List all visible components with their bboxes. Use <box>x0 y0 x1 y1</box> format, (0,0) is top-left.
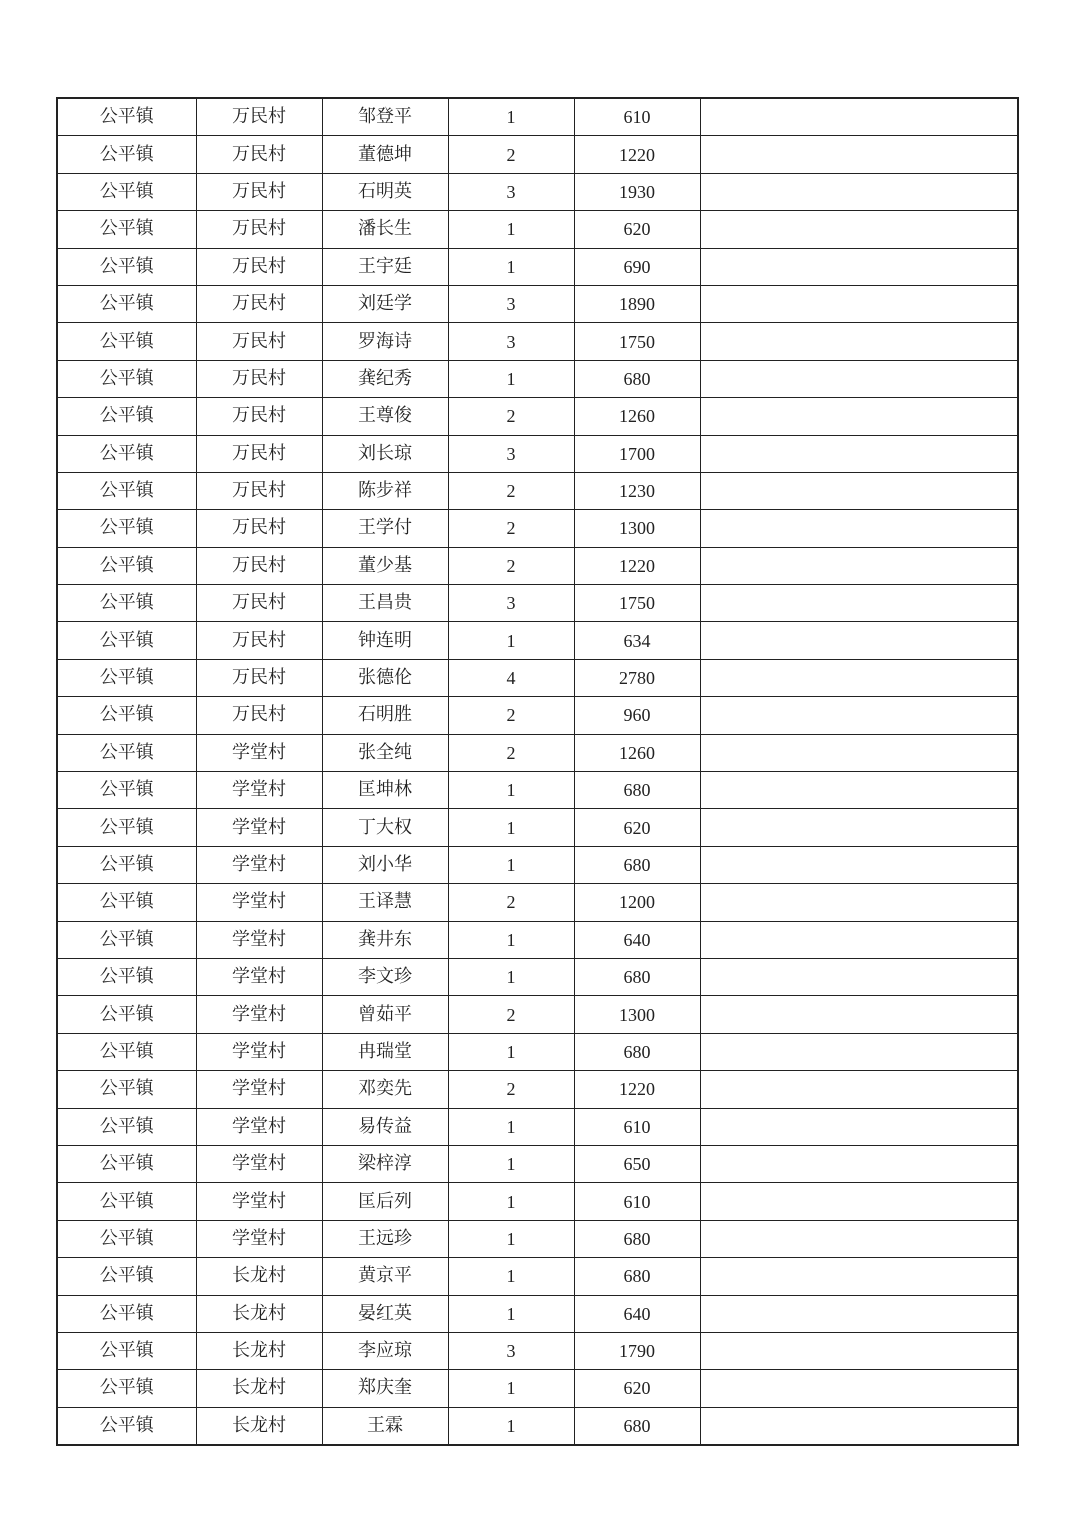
amount-cell: 1300 <box>574 996 700 1033</box>
remarks-cell <box>700 248 1018 285</box>
table-row <box>57 921 1018 958</box>
remarks-cell <box>700 846 1018 883</box>
remarks-cell <box>700 809 1018 846</box>
name-cell: 匡后列 <box>322 1183 448 1220</box>
town-cell: 公平镇 <box>57 472 196 509</box>
name-cell: 王译慧 <box>322 884 448 921</box>
amount-cell: 680 <box>574 1407 700 1445</box>
count-cell: 3 <box>448 285 574 322</box>
remarks-cell <box>700 98 1018 136</box>
count-cell: 1 <box>448 846 574 883</box>
village-cell: 长龙村 <box>196 1332 322 1369</box>
amount-cell: 680 <box>574 958 700 995</box>
count-cell: 1 <box>448 1183 574 1220</box>
remarks-cell <box>700 1407 1018 1445</box>
table-row <box>57 173 1018 210</box>
village-cell: 万民村 <box>196 98 322 136</box>
name-cell: 王远珍 <box>322 1220 448 1257</box>
amount-cell: 640 <box>574 1295 700 1332</box>
table-row <box>57 585 1018 622</box>
amount-cell: 1750 <box>574 323 700 360</box>
town-cell: 公平镇 <box>57 360 196 397</box>
count-cell: 4 <box>448 659 574 696</box>
town-cell: 公平镇 <box>57 248 196 285</box>
town-cell: 公平镇 <box>57 1145 196 1182</box>
count-cell: 2 <box>448 734 574 771</box>
count-cell: 2 <box>448 996 574 1033</box>
table-row <box>57 1332 1018 1369</box>
remarks-cell <box>700 547 1018 584</box>
village-cell: 长龙村 <box>196 1295 322 1332</box>
table-row <box>57 98 1018 136</box>
remarks-cell <box>700 1071 1018 1108</box>
name-cell: 钟连明 <box>322 622 448 659</box>
table-row <box>57 472 1018 509</box>
town-cell: 公平镇 <box>57 734 196 771</box>
amount-cell: 1260 <box>574 734 700 771</box>
name-cell: 刘长琼 <box>322 435 448 472</box>
count-cell: 3 <box>448 173 574 210</box>
amount-cell: 1300 <box>574 510 700 547</box>
name-cell: 邓奕先 <box>322 1071 448 1108</box>
name-cell: 王霖 <box>322 1407 448 1445</box>
table-row <box>57 846 1018 883</box>
town-cell: 公平镇 <box>57 173 196 210</box>
town-cell: 公平镇 <box>57 285 196 322</box>
village-cell: 万民村 <box>196 472 322 509</box>
count-cell: 1 <box>448 1033 574 1070</box>
town-cell: 公平镇 <box>57 510 196 547</box>
table-body <box>57 98 1018 1445</box>
village-cell: 万民村 <box>196 585 322 622</box>
town-cell: 公平镇 <box>57 1258 196 1295</box>
amount-cell: 620 <box>574 211 700 248</box>
village-cell: 学堂村 <box>196 846 322 883</box>
table-row <box>57 1108 1018 1145</box>
remarks-cell <box>700 1295 1018 1332</box>
village-cell: 万民村 <box>196 211 322 248</box>
count-cell: 2 <box>448 510 574 547</box>
count-cell: 1 <box>448 921 574 958</box>
village-cell: 万民村 <box>196 697 322 734</box>
town-cell: 公平镇 <box>57 846 196 883</box>
village-cell: 学堂村 <box>196 1108 322 1145</box>
amount-cell: 1930 <box>574 173 700 210</box>
count-cell: 1 <box>448 1258 574 1295</box>
remarks-cell <box>700 472 1018 509</box>
town-cell: 公平镇 <box>57 1295 196 1332</box>
table-row <box>57 884 1018 921</box>
count-cell: 3 <box>448 585 574 622</box>
count-cell: 1 <box>448 1407 574 1445</box>
town-cell: 公平镇 <box>57 323 196 360</box>
village-cell: 万民村 <box>196 360 322 397</box>
name-cell: 张全纯 <box>322 734 448 771</box>
remarks-cell <box>700 1108 1018 1145</box>
village-cell: 学堂村 <box>196 958 322 995</box>
table-row <box>57 659 1018 696</box>
village-cell: 学堂村 <box>196 1183 322 1220</box>
amount-cell: 1750 <box>574 585 700 622</box>
village-cell: 长龙村 <box>196 1370 322 1407</box>
name-cell: 邹登平 <box>322 98 448 136</box>
town-cell: 公平镇 <box>57 1071 196 1108</box>
count-cell: 3 <box>448 435 574 472</box>
remarks-cell <box>700 1145 1018 1182</box>
remarks-cell <box>700 1220 1018 1257</box>
table-row <box>57 1220 1018 1257</box>
remarks-cell <box>700 211 1018 248</box>
count-cell: 1 <box>448 1145 574 1182</box>
count-cell: 2 <box>448 884 574 921</box>
table-row <box>57 136 1018 173</box>
village-cell: 长龙村 <box>196 1407 322 1445</box>
table-row <box>57 1033 1018 1070</box>
name-cell: 龚井东 <box>322 921 448 958</box>
table-row <box>57 734 1018 771</box>
remarks-cell <box>700 173 1018 210</box>
town-cell: 公平镇 <box>57 809 196 846</box>
remarks-cell <box>700 323 1018 360</box>
town-cell: 公平镇 <box>57 996 196 1033</box>
village-cell: 万民村 <box>196 398 322 435</box>
name-cell: 龚纪秀 <box>322 360 448 397</box>
table-row <box>57 285 1018 322</box>
town-cell: 公平镇 <box>57 1108 196 1145</box>
remarks-cell <box>700 734 1018 771</box>
remarks-cell <box>700 285 1018 322</box>
village-cell: 学堂村 <box>196 772 322 809</box>
village-cell: 学堂村 <box>196 1145 322 1182</box>
village-cell: 万民村 <box>196 622 322 659</box>
remarks-cell <box>700 1258 1018 1295</box>
count-cell: 2 <box>448 1071 574 1108</box>
table-row <box>57 398 1018 435</box>
name-cell: 王学付 <box>322 510 448 547</box>
amount-cell: 690 <box>574 248 700 285</box>
count-cell: 2 <box>448 398 574 435</box>
amount-cell: 1700 <box>574 435 700 472</box>
amount-cell: 680 <box>574 846 700 883</box>
count-cell: 1 <box>448 1370 574 1407</box>
count-cell: 1 <box>448 211 574 248</box>
amount-cell: 1260 <box>574 398 700 435</box>
village-cell: 万民村 <box>196 547 322 584</box>
town-cell: 公平镇 <box>57 1370 196 1407</box>
name-cell: 陈步祥 <box>322 472 448 509</box>
table-row <box>57 1258 1018 1295</box>
name-cell: 王尊俊 <box>322 398 448 435</box>
data-table <box>56 97 1019 1446</box>
count-cell: 1 <box>448 622 574 659</box>
town-cell: 公平镇 <box>57 136 196 173</box>
amount-cell: 1220 <box>574 136 700 173</box>
name-cell: 丁大权 <box>322 809 448 846</box>
table-row <box>57 510 1018 547</box>
town-cell: 公平镇 <box>57 921 196 958</box>
town-cell: 公平镇 <box>57 1332 196 1369</box>
count-cell: 2 <box>448 547 574 584</box>
table-row <box>57 622 1018 659</box>
amount-cell: 620 <box>574 1370 700 1407</box>
name-cell: 晏红英 <box>322 1295 448 1332</box>
count-cell: 1 <box>448 360 574 397</box>
name-cell: 匡坤林 <box>322 772 448 809</box>
amount-cell: 2780 <box>574 659 700 696</box>
village-cell: 万民村 <box>196 435 322 472</box>
village-cell: 万民村 <box>196 510 322 547</box>
table-row <box>57 697 1018 734</box>
name-cell: 刘廷学 <box>322 285 448 322</box>
village-cell: 万民村 <box>196 323 322 360</box>
name-cell: 冉瑞堂 <box>322 1033 448 1070</box>
table-row <box>57 211 1018 248</box>
name-cell: 王昌贵 <box>322 585 448 622</box>
table-row <box>57 1370 1018 1407</box>
village-cell: 学堂村 <box>196 734 322 771</box>
town-cell: 公平镇 <box>57 435 196 472</box>
village-cell: 学堂村 <box>196 809 322 846</box>
remarks-cell <box>700 585 1018 622</box>
amount-cell: 960 <box>574 697 700 734</box>
town-cell: 公平镇 <box>57 659 196 696</box>
table-row <box>57 248 1018 285</box>
town-cell: 公平镇 <box>57 547 196 584</box>
count-cell: 1 <box>448 1295 574 1332</box>
count-cell: 2 <box>448 136 574 173</box>
name-cell: 梁梓淳 <box>322 1145 448 1182</box>
table-row <box>57 1071 1018 1108</box>
town-cell: 公平镇 <box>57 772 196 809</box>
table-row <box>57 996 1018 1033</box>
village-cell: 万民村 <box>196 173 322 210</box>
remarks-cell <box>700 1370 1018 1407</box>
remarks-cell <box>700 659 1018 696</box>
name-cell: 黄京平 <box>322 1258 448 1295</box>
amount-cell: 680 <box>574 772 700 809</box>
amount-cell: 1220 <box>574 547 700 584</box>
remarks-cell <box>700 136 1018 173</box>
town-cell: 公平镇 <box>57 1033 196 1070</box>
town-cell: 公平镇 <box>57 211 196 248</box>
amount-cell: 634 <box>574 622 700 659</box>
remarks-cell <box>700 398 1018 435</box>
name-cell: 董少基 <box>322 547 448 584</box>
amount-cell: 1200 <box>574 884 700 921</box>
name-cell: 罗海诗 <box>322 323 448 360</box>
table-row <box>57 958 1018 995</box>
count-cell: 1 <box>448 98 574 136</box>
remarks-cell <box>700 772 1018 809</box>
town-cell: 公平镇 <box>57 622 196 659</box>
count-cell: 3 <box>448 323 574 360</box>
table-row <box>57 547 1018 584</box>
town-cell: 公平镇 <box>57 1407 196 1445</box>
village-cell: 万民村 <box>196 659 322 696</box>
count-cell: 1 <box>448 1220 574 1257</box>
remarks-cell <box>700 884 1018 921</box>
village-cell: 学堂村 <box>196 996 322 1033</box>
remarks-cell <box>700 622 1018 659</box>
town-cell: 公平镇 <box>57 585 196 622</box>
remarks-cell <box>700 1332 1018 1369</box>
town-cell: 公平镇 <box>57 398 196 435</box>
table-row <box>57 772 1018 809</box>
town-cell: 公平镇 <box>57 697 196 734</box>
remarks-cell <box>700 510 1018 547</box>
village-cell: 学堂村 <box>196 1033 322 1070</box>
village-cell: 学堂村 <box>196 1220 322 1257</box>
remarks-cell <box>700 996 1018 1033</box>
remarks-cell <box>700 360 1018 397</box>
name-cell: 李应琼 <box>322 1332 448 1369</box>
village-cell: 学堂村 <box>196 1071 322 1108</box>
name-cell: 郑庆奎 <box>322 1370 448 1407</box>
name-cell: 潘长生 <box>322 211 448 248</box>
amount-cell: 1790 <box>574 1332 700 1369</box>
count-cell: 1 <box>448 809 574 846</box>
amount-cell: 620 <box>574 809 700 846</box>
table-row <box>57 809 1018 846</box>
name-cell: 曾茹平 <box>322 996 448 1033</box>
amount-cell: 1890 <box>574 285 700 322</box>
amount-cell: 640 <box>574 921 700 958</box>
table-row <box>57 323 1018 360</box>
table-row <box>57 1407 1018 1445</box>
town-cell: 公平镇 <box>57 1183 196 1220</box>
count-cell: 3 <box>448 1332 574 1369</box>
amount-cell: 680 <box>574 360 700 397</box>
name-cell: 刘小华 <box>322 846 448 883</box>
remarks-cell <box>700 435 1018 472</box>
name-cell: 李文珍 <box>322 958 448 995</box>
table-row <box>57 1145 1018 1182</box>
amount-cell: 680 <box>574 1033 700 1070</box>
count-cell: 1 <box>448 772 574 809</box>
amount-cell: 1220 <box>574 1071 700 1108</box>
table-row <box>57 435 1018 472</box>
remarks-cell <box>700 1033 1018 1070</box>
name-cell: 石明英 <box>322 173 448 210</box>
town-cell: 公平镇 <box>57 958 196 995</box>
remarks-cell <box>700 958 1018 995</box>
count-cell: 1 <box>448 248 574 285</box>
table-row <box>57 360 1018 397</box>
village-cell: 万民村 <box>196 136 322 173</box>
village-cell: 万民村 <box>196 248 322 285</box>
name-cell: 石明胜 <box>322 697 448 734</box>
name-cell: 易传益 <box>322 1108 448 1145</box>
town-cell: 公平镇 <box>57 98 196 136</box>
town-cell: 公平镇 <box>57 1220 196 1257</box>
count-cell: 1 <box>448 958 574 995</box>
remarks-cell <box>700 1183 1018 1220</box>
count-cell: 2 <box>448 472 574 509</box>
amount-cell: 680 <box>574 1220 700 1257</box>
village-cell: 学堂村 <box>196 884 322 921</box>
town-cell: 公平镇 <box>57 884 196 921</box>
name-cell: 张德伦 <box>322 659 448 696</box>
village-cell: 学堂村 <box>196 921 322 958</box>
remarks-cell <box>700 697 1018 734</box>
name-cell: 董德坤 <box>322 136 448 173</box>
amount-cell: 610 <box>574 98 700 136</box>
village-cell: 长龙村 <box>196 1258 322 1295</box>
count-cell: 1 <box>448 1108 574 1145</box>
remarks-cell <box>700 921 1018 958</box>
amount-cell: 680 <box>574 1258 700 1295</box>
amount-cell: 1230 <box>574 472 700 509</box>
table-row <box>57 1295 1018 1332</box>
amount-cell: 610 <box>574 1183 700 1220</box>
amount-cell: 610 <box>574 1108 700 1145</box>
name-cell: 王宇廷 <box>322 248 448 285</box>
count-cell: 2 <box>448 697 574 734</box>
table-row <box>57 1183 1018 1220</box>
amount-cell: 650 <box>574 1145 700 1182</box>
village-cell: 万民村 <box>196 285 322 322</box>
